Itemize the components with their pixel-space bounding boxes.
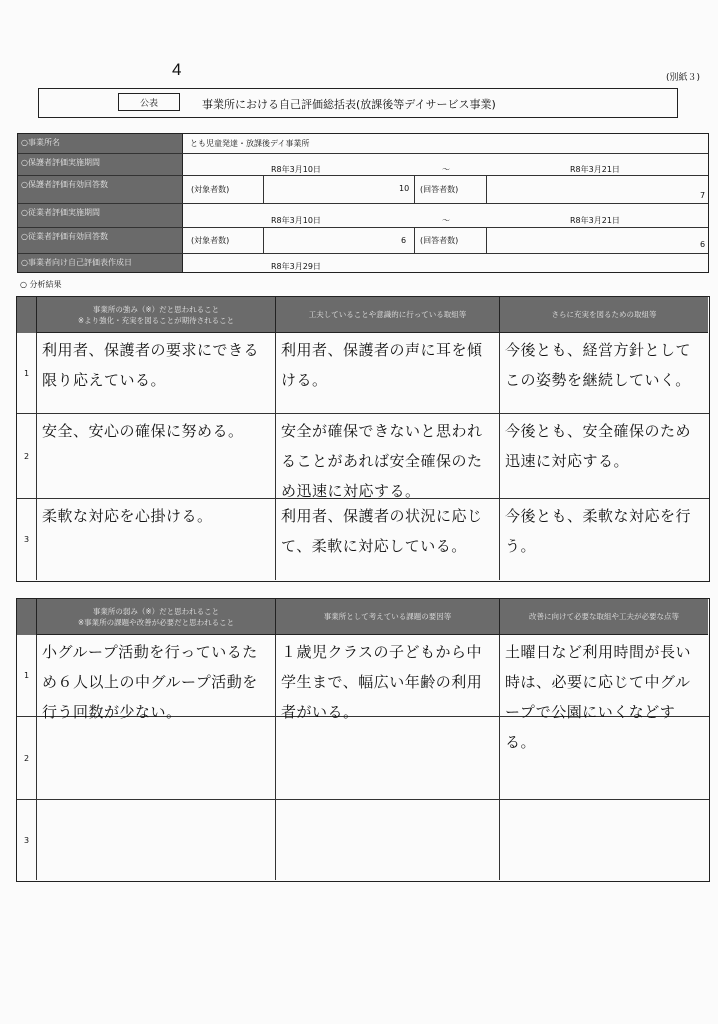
strengths-row <box>17 333 709 414</box>
guardian-period-end: R8年3月21日 <box>570 165 620 174</box>
strengths-row <box>17 499 709 580</box>
weakness-cell <box>37 800 276 880</box>
self-eval-date-value: R8年3月29日 <box>271 262 321 271</box>
guardian-period-start: R8年3月10日 <box>271 165 321 174</box>
cause-cell <box>276 800 500 880</box>
row-number: 1 <box>17 635 37 716</box>
strength-cell: 柔軟な対応を心掛ける。 <box>37 499 276 580</box>
annex-label: (別紙３) <box>666 73 701 83</box>
enhancement-cell: 今後とも、柔軟な対応を行う。 <box>505 507 692 555</box>
strengths-header-3: さらに充実を図るための取組等 <box>500 297 708 333</box>
row-number: 2 <box>17 414 37 498</box>
guardian-period-label: ○保護者評価実施期間 <box>18 154 183 175</box>
enhancement-cell: 今後とも、経営方針としてこの姿勢を継続していく。 <box>505 341 692 389</box>
self-eval-date-label: ○事業者向け自己評価表作成日 <box>18 254 183 272</box>
guardian-respondent-cell <box>486 176 710 203</box>
cause-cell <box>276 717 500 799</box>
guardian-target-label: (対象者数) <box>191 185 230 194</box>
info-row-office <box>18 134 708 154</box>
staff-count-label: ○従業者評価有効回答数 <box>18 228 183 253</box>
staff-target-label: (対象者数) <box>191 236 230 245</box>
page-number: 4 <box>172 60 182 79</box>
analysis-label: ○ 分析結果 <box>20 280 62 289</box>
info-row-guardian-count <box>18 176 708 204</box>
staff-period-label: ○従業者評価実施期間 <box>18 204 183 227</box>
tilde: ～ <box>442 165 450 174</box>
info-row-self-eval-date <box>18 254 708 272</box>
guardian-respondent-value: 7 <box>700 191 706 200</box>
effort-cell: 利用者、保護者の声に耳を傾ける。 <box>276 333 500 413</box>
staff-period-end: R8年3月21日 <box>570 216 620 225</box>
tilde-2: ～ <box>442 216 450 225</box>
staff-respondent-cell <box>486 228 710 253</box>
weakness-cell: 小グループ活動を行っているため６人以上の中グループ活動を行う回数が少ない。 <box>37 635 276 716</box>
info-row-staff-count <box>18 228 708 254</box>
strengths-table <box>16 296 710 582</box>
effort-cell: 利用者、保護者の状況に応じて、柔軟に対応している。 <box>276 499 500 580</box>
strengths-header-1: 事業所の強み（※）だと思われること ※より強化・充実を図ることが期待されること <box>37 297 276 333</box>
staff-respondent-value: 6 <box>700 240 706 249</box>
guardian-target-value: 10 <box>399 184 410 193</box>
guardian-count-label: ○保護者評価有効回答数 <box>18 176 183 203</box>
public-badge: 公表 <box>118 93 180 111</box>
improvement-cell <box>500 717 708 799</box>
strength-cell: 利用者、保護者の要求にできる限り応えている。 <box>37 333 276 413</box>
weaknesses-header-num <box>17 599 37 635</box>
info-row-staff-period <box>18 204 708 228</box>
improvement-cell <box>500 800 708 880</box>
weaknesses-header-3: 改善に向けて必要な取組や工夫が必要な点等 <box>500 599 708 635</box>
staff-target-value: 6 <box>401 236 407 245</box>
document-title: 事業所における自己評価総括表(放課後等デイサービス事業) <box>202 98 496 111</box>
row-number: 1 <box>17 333 37 413</box>
staff-period-start: R8年3月10日 <box>271 216 321 225</box>
staff-target-cell <box>263 228 415 253</box>
weaknesses-row <box>17 635 709 751</box>
guardian-target-cell <box>263 176 415 203</box>
weaknesses-header-1: 事業所の弱み（※）だと思われること ※事業所の課題や改善が必要だと思われること <box>37 599 276 635</box>
info-row-guardian-period <box>18 154 708 176</box>
guardian-respondent-label: (回答者数) <box>420 185 459 194</box>
office-name-value: とも児童発達・放課後デイ事業所 <box>190 139 310 148</box>
row-number: 2 <box>17 717 37 799</box>
weakness-cell <box>37 717 276 799</box>
strengths-header-2: 工夫していることや意識的に行っている取組等 <box>276 297 500 333</box>
info-table <box>17 133 709 273</box>
cause-cell: １歳児クラスの子どもから中学生まで、幅広い年齢の利用者がいる。 <box>276 635 500 716</box>
weaknesses-header-2: 事業所として考えている課題の要因等 <box>276 599 500 635</box>
weaknesses-row <box>17 800 709 880</box>
strengths-header-num <box>17 297 37 333</box>
effort-cell: 安全が確保できないと思われることがあれば安全確保のため迅速に対応する。 <box>276 414 500 498</box>
improvement-cell: 土曜日など利用時間が長い時は、必要に応じて中グループで公園にいくなどする。 <box>505 643 692 751</box>
strength-cell: 安全、安心の確保に努める。 <box>37 414 276 498</box>
row-number: 3 <box>17 499 37 580</box>
enhancement-cell: 今後とも、安全確保のため迅速に対応する。 <box>505 422 692 470</box>
weaknesses-table <box>16 598 710 882</box>
row-number: 3 <box>17 800 37 880</box>
office-name-label: ○事業所名 <box>18 134 183 153</box>
staff-respondent-label: (回答者数) <box>420 236 459 245</box>
strengths-row <box>17 414 709 499</box>
weaknesses-row <box>17 717 709 800</box>
